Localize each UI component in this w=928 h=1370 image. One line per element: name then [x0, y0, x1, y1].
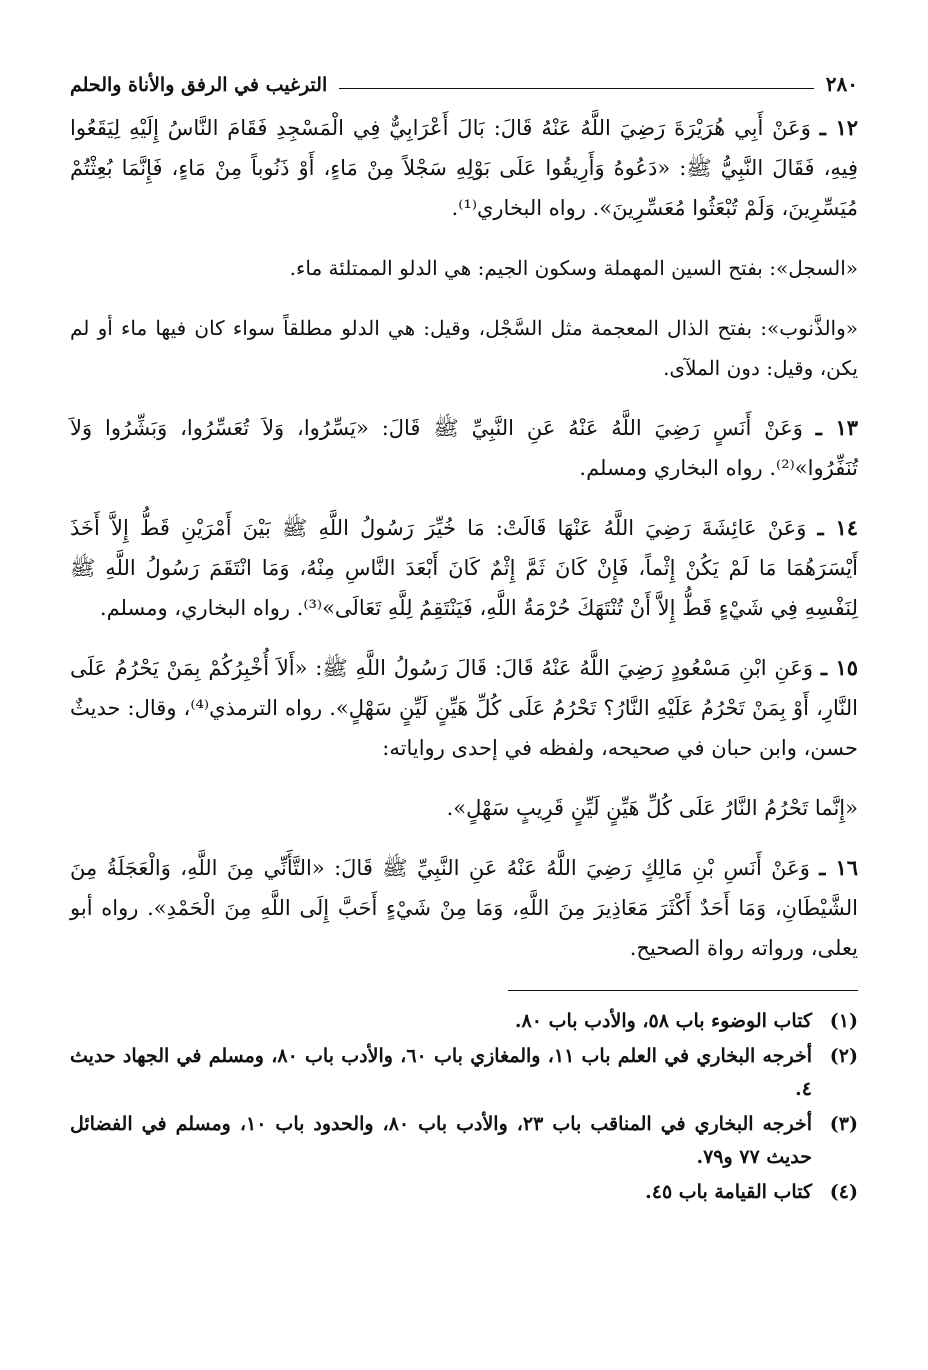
footnote-1 [70, 1005, 858, 1038]
hadith-text: وَعَنْ عَائِشَةَ رَضِيَ اللَّهُ عَنْهَا قَالَتْ: مَا خُيِّرَ رَسُولُ اللَّهِ ﷺ بَيْنَ أَمْرَيْنِ قَطُّ إِلاَّ أَخَذَ أَيْسَرَهُمَا مَا لَمْ يَكُنْ إِثْماً، فَإِنْ كَانَ ثَمَّ إِثْمٌ كَانَ أَبْعَدَ النَّاسِ مِنْهُ، وَمَا انْتَقَمَ رَسُولُ اللَّهِ ﷺ لِنَفْسِهِ فِي شَيْءٍ قَطُّ إِلاَّ أَنْ تُنْتَهَكَ حُرْمَةُ اللَّهِ، فَيَنْتَقِمُ لِلَّهِ تَعَالَى»⁽³⁾. رواه البخاري، ومسلم. [70, 516, 858, 620]
footnote-text: كتاب القيامة باب ٤٥. [645, 1181, 812, 1203]
footnote-3 [70, 1108, 858, 1174]
hadith-number: ١٢ ـ [819, 115, 858, 140]
gloss-text: «والذَّنوب»: بفتح الذال المعجمة مثل السَّجْل، وقيل: هي الدلو مطلقاً سواء كان فيها ماء أو لم يكن، وقيل: دون الملآى. [70, 316, 858, 380]
footnote-number: (٣) [829, 1113, 858, 1135]
footnote-2 [70, 1040, 858, 1106]
hadith-13 [70, 408, 858, 488]
footnote-text: أخرجه البخاري في العلم باب ١١، والمغازي باب ٦٠، والأدب باب ٨٠، ومسلم في الجهاد حديث ٤. [70, 1045, 812, 1100]
footnote-number: (١) [829, 1010, 858, 1032]
footnote-text: أخرجه البخاري في المناقب باب ٢٣، والأدب باب ٨٠، والحدود باب ١٠، ومسلم في الفضائل حديث ٧٧ و٧٩. [70, 1113, 812, 1168]
hadith-number: ١٥ ـ [820, 655, 859, 680]
hadith-text: وَعَنْ أَبِي هُرَيْرَةَ رَضِيَ اللَّهُ عَنْهُ قَالَ: بَالَ أَعْرَابِيٌّ فِي الْمَسْجِدِ فَقَامَ النَّاسُ إِلَيْهِ لِيَقَعُوا فِيهِ، فَقَالَ النَّبِيُّ ﷺ: «دَعُوهُ وَأَرِيقُوا عَلَى بَوْلِهِ سَجْلاً مِنْ مَاءٍ، أَوْ ذَنُوباً مِنْ مَاءٍ، فَإِنَّمَا بُعِثْتُمْ مُيَسِّرِينَ، وَلَمْ تُبْعَثُوا مُعَسِّرِينَ». رواه البخاري⁽¹⁾. [70, 116, 858, 220]
footnote-number: (٢) [829, 1045, 858, 1067]
running-header [70, 60, 858, 96]
footnote-separator [508, 990, 858, 991]
hadith-12 [70, 108, 858, 228]
hadith-number: ١٤ ـ [817, 515, 858, 540]
hadith-number: ١٦ ـ [819, 855, 858, 880]
page-number: ٢٨٠ [825, 72, 858, 96]
footnote-4 [70, 1176, 858, 1209]
hadith-number: ١٣ ـ [815, 415, 858, 440]
hadith-text: وَعَنْ أَنَسٍ رَضِيَ اللَّهُ عَنْهُ عَنِ النَّبِيِّ ﷺ قَالَ: «يَسِّرُوا، وَلاَ تُعَسِّرُوا، وَبَشِّرُوا وَلاَ تُنَفِّرُوا»⁽²⁾. رواه البخاري ومسلم. [70, 416, 858, 480]
hadith-text: وَعَنِ ابْنِ مَسْعُودٍ رَضِيَ اللَّهُ عَنْهُ قَالَ: قَالَ رَسُولُ اللَّهِ ﷺ: «أَلاَ أُخْبِرُكُمْ بِمَنْ يَحْرُمُ عَلَى النَّارِ، أَوْ بِمَنْ تَحْرُمُ عَلَيْهِ النَّارُ؟ تَحْرُمُ عَلَى كُلِّ هَيِّنٍ لَيِّنٍ سَهْلٍ». رواه الترمذي⁽⁴⁾، وقال: حديثٌ حسن، وابن حبان في صحيحه، ولفظه في إحدى رواياته: [70, 656, 858, 760]
footnote-text: كتاب الوضوء باب ٥٨، والأدب باب ٨٠. [514, 1010, 812, 1032]
gloss-dhanub [70, 308, 858, 388]
hadith-text: وَعَنْ أَنَسِ بْنِ مَالِكٍ رَضِيَ اللَّهُ عَنْهُ عَنِ النَّبِيِّ ﷺ قَالَ: «التَّأَنِّي مِنَ اللَّهِ، وَالْعَجَلَةُ مِنَ الشَّيْطَانِ، وَمَا أَحَدٌ أَكْثَرَ مَعَاذِيرَ مِنَ اللَّهِ، وَمَا مِنْ شَيْءٍ أَحَبَّ إِلَى اللَّهِ مِنَ الْحَمْدِ». رواه أبو يعلى، ورواته رواة الصحيح. [70, 856, 858, 960]
hadith-14 [70, 508, 858, 628]
header-rule [339, 88, 814, 89]
page-body [70, 108, 858, 968]
gloss-sajl [70, 248, 858, 288]
running-title: الترغيب في الرفق والأناة والحلم [70, 74, 328, 96]
footnote-number: (٤) [829, 1181, 858, 1203]
variant-text: «إِنَّما تَحْرُمُ النَّارُ عَلَى كُلِّ هَيِّنٍ لَيِّنٍ قَرِيبٍ سَهْلٍ». [446, 796, 858, 820]
hadith-15-variant [70, 788, 858, 828]
footnotes [70, 1005, 858, 1209]
hadith-16 [70, 848, 858, 968]
hadith-15 [70, 648, 858, 768]
gloss-text: «السجل»: بفتح السين المهملة وسكون الجيم: هي الدلو الممتلئة ماء. [289, 256, 858, 280]
